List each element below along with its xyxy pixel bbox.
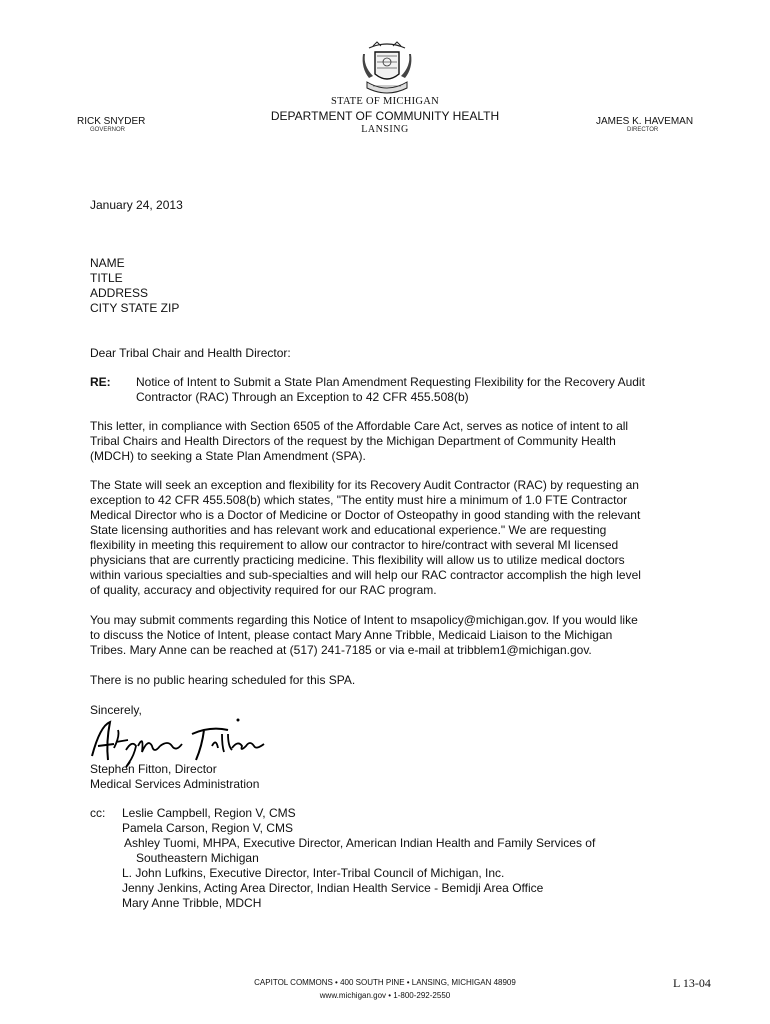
cc-entry: Southeastern Michigan [136, 851, 259, 865]
body-line: This letter, in compliance with Section 6505 of the Affordable Care Act, serves as notice of intent to all [90, 419, 629, 433]
signer-office: Medical Services Administration [90, 777, 260, 791]
body-line: State licensing authorities and has relevant work and educational experience." We are requesting [90, 523, 607, 537]
form-number: L 13-04 [673, 976, 711, 990]
body-line: The State will seek an exception and flexibility for its Recovery Audit Contractor (RAC) by requesting an [90, 478, 639, 492]
body-line: (MDCH) to seeking a State Plan Amendment (SPA). [90, 449, 366, 463]
closing: Sincerely, [90, 703, 142, 717]
body-line: You may submit comments regarding this Notice of Intent to msapolicy@michigan.gov. If you would like [90, 613, 638, 627]
state-heading: STATE OF MICHIGAN [330, 96, 440, 107]
signer-name: Stephen Fitton, Director [90, 762, 217, 776]
address-line: ADDRESS [90, 286, 149, 300]
body-line: physicians that are currently practicing medicine. This flexibility will allow us to utilize medical doctors [90, 553, 625, 567]
body-line: of quality, accuracy and objectivity required for our RAC program. [90, 583, 437, 597]
governor-title: GOVERNOR [90, 127, 126, 133]
body-line: within various specialties and sub-specialties and will help our RAC contractor accomplish the high level [90, 568, 641, 582]
re-line: Notice of Intent to Submit a State Plan Amendment Requesting Flexibility for the Recovery Audit [136, 375, 645, 389]
cc-entry: Ashley Tuomi, MHPA, Executive Director, American Indian Health and Family Services of [124, 836, 596, 850]
body-line: Tribal Chairs and Health Directors of the request by the Michigan Department of Community Health [90, 434, 616, 448]
governor-name: RICK SNYDER [77, 116, 146, 127]
body-line: There is no public hearing scheduled for this SPA. [90, 673, 356, 687]
cc-entry: Pamela Carson, Region V, CMS [122, 821, 293, 835]
address-line: CITY STATE ZIP [90, 301, 180, 315]
cc-entry: Mary Anne Tribble, MDCH [122, 896, 262, 910]
body-line: to discuss the Notice of Intent, please contact Mary Anne Tribble, Medicaid Liaison to the Michigan [90, 628, 613, 642]
director-name: JAMES K. HAVEMAN [596, 116, 694, 127]
director-title: DIRECTOR [627, 127, 659, 133]
city-heading: LANSING [361, 124, 409, 135]
salutation: Dear Tribal Chair and Health Director: [90, 346, 291, 360]
address-line: NAME [90, 256, 125, 270]
address-line: TITLE [90, 271, 123, 285]
body-line: Medical Director who is a Doctor of Medicine or Doctor of Osteopathy in good standing with the relevant [90, 508, 641, 522]
body-line: exception to 42 CFR 455.508(b) which states, "The entity must hire a minimum of 1.0 FTE Contractor [90, 493, 628, 507]
state-seal-icon [359, 38, 415, 96]
cc-entry: L. John Lufkins, Executive Director, Inter-Tribal Council of Michigan, Inc. [122, 866, 505, 880]
re-label: RE: [90, 375, 111, 389]
re-line: Contractor (RAC) Through an Exception to 42 CFR 455.508(b) [136, 390, 469, 404]
body-line: flexibility in meeting this requirement to allow our contractor to hire/contract with several MI licensed [90, 538, 619, 552]
letter-date: January 24, 2013 [90, 198, 183, 212]
cc-entry: Jenny Jenkins, Acting Area Director, Indian Health Service - Bemidji Area Office [122, 881, 544, 895]
department-heading: DEPARTMENT OF COMMUNITY HEALTH [270, 109, 500, 123]
body-line: Tribes. Mary Anne can be reached at (517) 241-7185 or via e-mail at tribblem1@michigan.gov. [90, 643, 592, 657]
cc-label: cc: [90, 806, 106, 820]
cc-entry: Leslie Campbell, Region V, CMS [122, 806, 296, 820]
footer-address: CAPITOL COMMONS • 400 SOUTH PINE • LANSING, MICHIGAN 48909 [254, 978, 516, 987]
footer-contact: www.michigan.gov • 1-800-292-2550 [319, 991, 451, 1000]
